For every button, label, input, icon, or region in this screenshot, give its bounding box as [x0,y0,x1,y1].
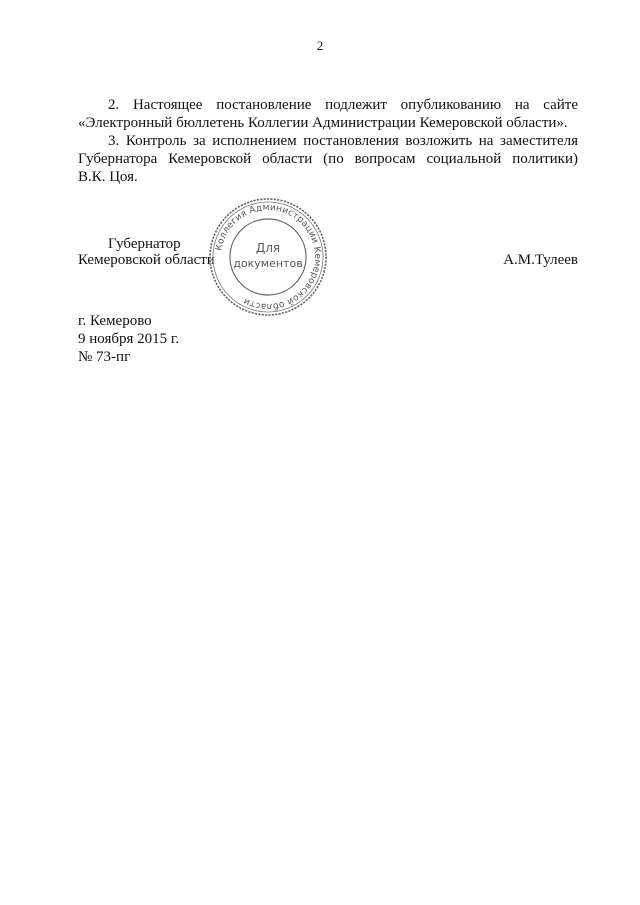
document-number: № 73-пг [78,349,131,365]
paragraph-line: Губернатора Кемеровской области (по вопросам социальной политики) [78,151,578,167]
signatory-name: А.М.Тулеев [503,252,578,268]
paragraph-line: 3. Контроль за исполнением постановления возложить на заместителя [108,133,578,149]
official-stamp [205,197,331,317]
stamp-center-line1: Для [255,241,281,255]
paragraph-line: 2. Настоящее постановление подлежит опубликованию на сайте [108,97,578,113]
signatory-title: Губернатор [108,236,181,252]
page-number: 2 [316,38,324,53]
document-date: 9 ноября 2015 г. [78,331,180,347]
signatory-region: Кемеровской области [78,252,215,268]
stamp-ring-text: Коллегия Администрации Кемеровской области [214,202,323,312]
paragraph-control [78,132,578,186]
paragraph-line: «Электронный бюллетень Коллегии Администрации Кемеровской области». [78,115,568,131]
paragraph-line: В.К. Цоя. [78,169,138,185]
document-footer [78,312,179,366]
stamp-center-line2: документов [233,257,303,270]
paragraph-publication [78,96,578,132]
city: г. Кемерово [78,313,152,329]
